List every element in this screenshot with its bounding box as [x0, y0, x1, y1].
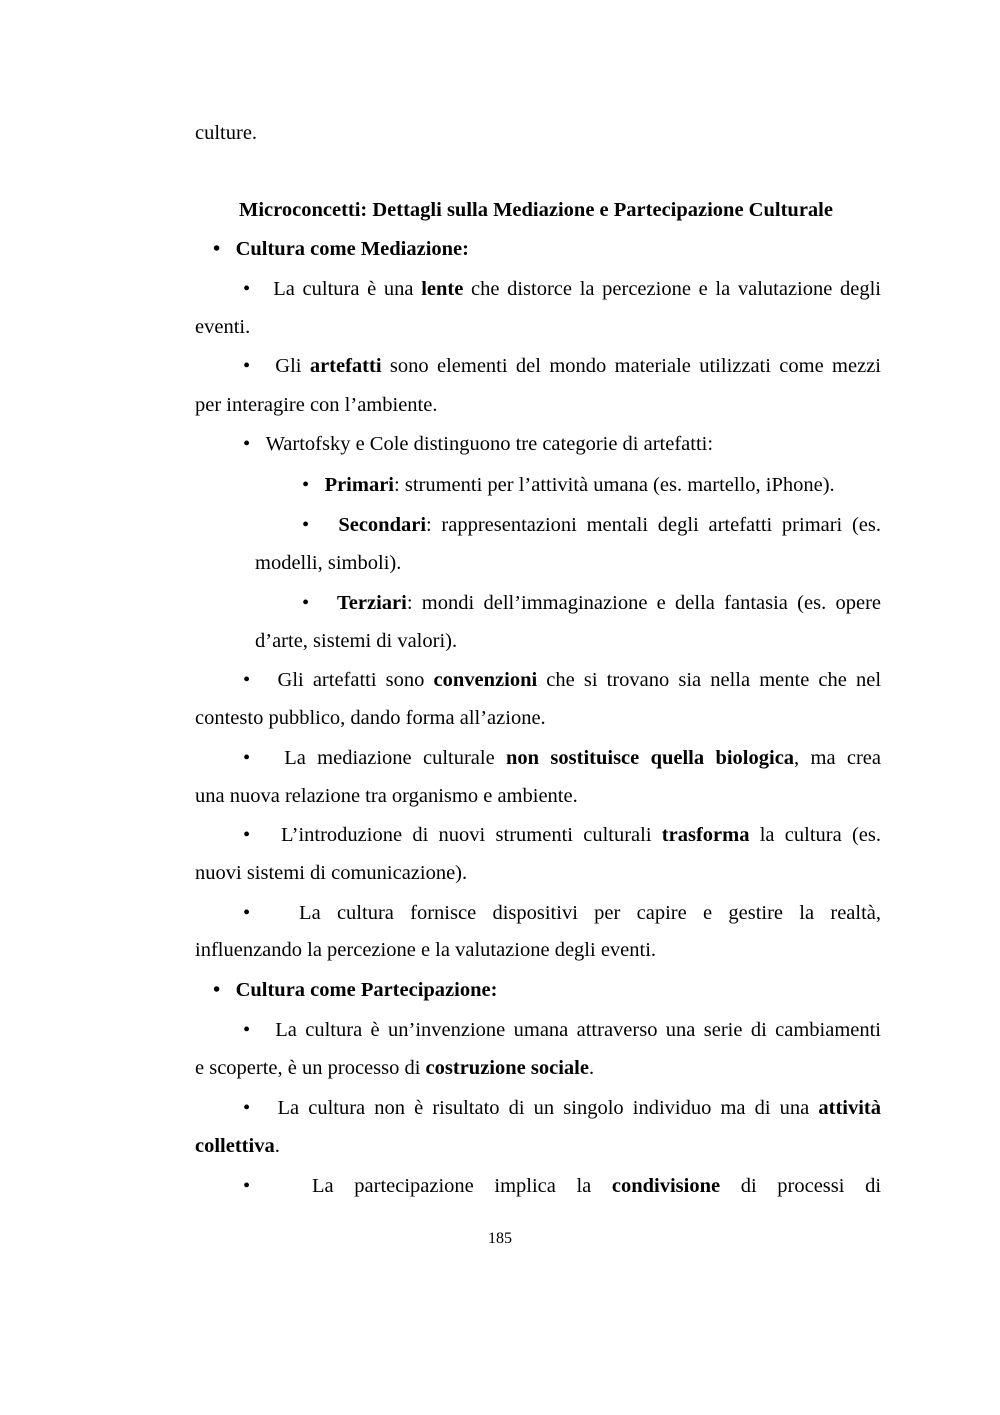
text-line: per interagire con l’ambiente.	[195, 394, 438, 416]
bullet-icon: •	[243, 747, 251, 769]
bullet-item: • La partecipazione implica la condivisione di processi di	[243, 1175, 882, 1197]
bullet-heading-mediazione: • Cultura come Mediazione:	[213, 238, 469, 260]
text-line: eventi.	[195, 316, 251, 338]
text-line: e scoperte, è un processo di costruzione sociale.	[195, 1057, 595, 1079]
bullet-icon: •	[243, 669, 251, 691]
bullet-item: • L’introduzione di nuovi strumenti culturali trasforma la cultura (es.	[243, 824, 881, 846]
bullet-icon: •	[302, 592, 310, 614]
bullet-icon: •	[302, 514, 310, 536]
bullet-icon: •	[243, 1097, 251, 1119]
bullet-icon: •	[213, 979, 221, 1001]
page-number: 185	[488, 1230, 512, 1247]
bullet-icon: •	[213, 238, 221, 260]
bullet-item: • Gli artefatti sono convenzioni che si trovano sia nella mente che nel	[243, 669, 882, 691]
bullet-item: • La mediazione culturale non sostituisce quella biologica, ma crea	[243, 747, 882, 769]
text-line: nuovi sistemi di comunicazione).	[195, 862, 468, 884]
bullet-icon: •	[243, 902, 251, 924]
bullet-item: • Wartofsky e Cole distinguono tre categorie di artefatti:	[243, 433, 714, 455]
bullet-icon: •	[243, 1019, 251, 1041]
bullet-icon: •	[243, 433, 251, 455]
bullet-icon: •	[243, 1175, 251, 1197]
text-line: collettiva.	[195, 1135, 280, 1157]
bullet-icon: •	[243, 355, 251, 377]
text-line: d’arte, sistemi di valori).	[255, 630, 458, 652]
section-heading: Microconcetti: Dettagli sulla Mediazione e Partecipazione Culturale	[239, 199, 833, 221]
bullet-item: • Primari: strumenti per l’attività umana (es. martello, iPhone).	[302, 474, 835, 496]
text-line: contesto pubblico, dando forma all’azione.	[195, 707, 546, 729]
bullet-heading-partecipazione: • Cultura come Partecipazione:	[213, 979, 498, 1001]
bullet-item: • La cultura fornisce dispositivi per capire e gestire la realtà,	[243, 902, 882, 924]
text-line: culture.	[195, 122, 258, 144]
bullet-icon: •	[302, 474, 310, 496]
bullet-icon: •	[243, 824, 251, 846]
bullet-item: • Gli artefatti sono elementi del mondo materiale utilizzati come mezzi	[243, 355, 881, 377]
text-line: modelli, simboli).	[255, 552, 402, 574]
text-line: una nuova relazione tra organismo e ambiente.	[195, 785, 578, 807]
bullet-item: • La cultura è un’invenzione umana attraverso una serie di cambiamenti	[243, 1019, 882, 1041]
bullet-item: • La cultura è una lente che distorce la percezione e la valutazione degli	[243, 278, 882, 300]
bullet-item: • Terziari: mondi dell’immaginazione e della fantasia (es. opere	[302, 592, 882, 614]
bullet-icon: •	[243, 278, 251, 300]
bullet-item: • La cultura non è risultato di un singolo individuo ma di una attività	[243, 1097, 882, 1119]
bullet-item: • Secondari: rappresentazioni mentali degli artefatti primari (es.	[302, 514, 881, 536]
text-line: influenzando la percezione e la valutazione degli eventi.	[195, 939, 657, 961]
